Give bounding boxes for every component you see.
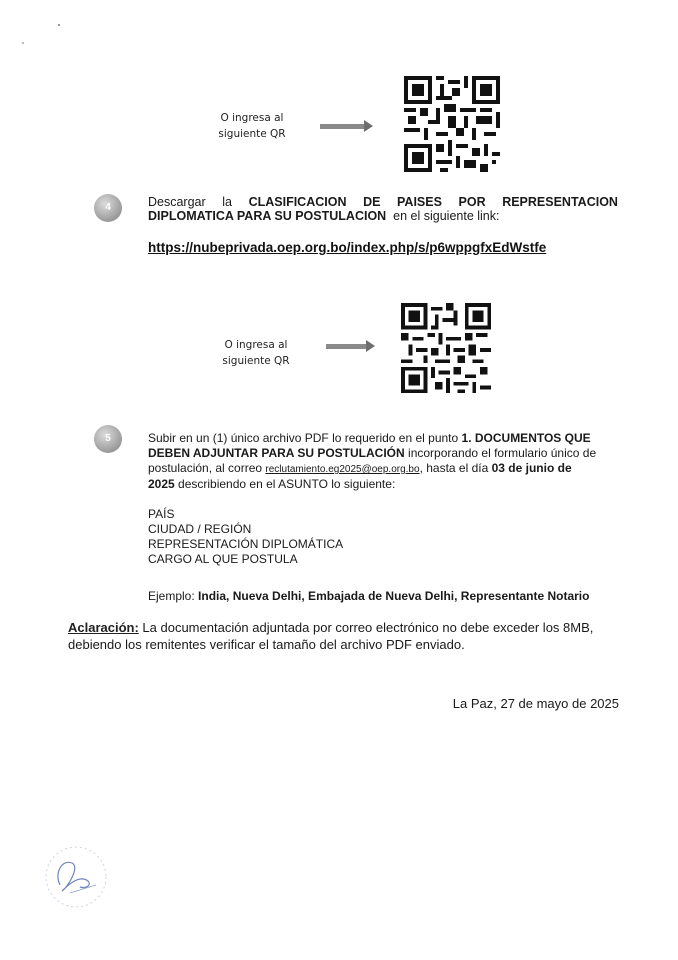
download-link[interactable]: https://nubeprivada.oep.org.bo/index.php/s/p6wppgfxEdWstfe [148, 240, 547, 255]
text: 2025 [148, 477, 175, 491]
text: La documentación adjuntada por correo electrónico no debe exceder los 8MB, [138, 620, 594, 635]
text: , hasta el día [419, 461, 492, 475]
text: describiendo en el ASUNTO lo siguiente: [174, 477, 396, 491]
text: DEBEN ADJUNTAR PARA SU POSTULACIÓN [148, 446, 405, 460]
qr-caption-1 [212, 110, 292, 142]
word: POR [458, 195, 486, 209]
word: PAISES [397, 195, 442, 209]
qr-caption-1-line2: siguiente QR [218, 128, 286, 140]
step-5-line-2 [148, 446, 622, 461]
qr-caption-1-line1: O ingresa al [220, 112, 284, 124]
note-line-2: debiendo los remitentes verificar el tamaño del archivo PDF enviado. [68, 637, 465, 652]
email-link[interactable]: reclutamiento.eg2025@oep.org.bo [265, 464, 420, 475]
word: CLASIFICACION [248, 195, 347, 209]
step-4-rest-text: en el siguiente link: [393, 209, 500, 223]
note-label: Aclaración: [68, 620, 139, 635]
qr-code-2[interactable] [401, 303, 491, 393]
step-5-line-3 [148, 461, 622, 477]
qr-caption-2-line2: siguiente QR [222, 355, 290, 367]
subject-list [148, 507, 343, 567]
word: REPRESENTACION [502, 195, 618, 209]
step-5-text [148, 431, 622, 492]
step-5-line-1 [148, 431, 622, 446]
list-item: CIUDAD / REGIÓN [148, 522, 252, 536]
list-item: PAÍS [148, 507, 175, 521]
speck [58, 24, 60, 26]
text: incorporando el formulario único de [404, 446, 597, 460]
word: la [222, 195, 232, 209]
step-4-line-2 [148, 209, 618, 223]
step-4-badge: 4 [94, 194, 122, 222]
text: 1. DOCUMENTOS QUE [461, 431, 591, 445]
text: Subir en un (1) único archivo PDF lo requerido en el punto [148, 431, 462, 445]
step-4-bold-text: DIPLOMATICA PARA SU POSTULACION [148, 209, 387, 223]
word: DE [363, 195, 381, 209]
qr-caption-2-line1: O ingresa al [224, 339, 288, 351]
clarification-note [68, 619, 628, 653]
qr-code-1[interactable] [404, 76, 500, 172]
step-4-line-1 [148, 195, 618, 209]
text: 03 de junio de [491, 461, 572, 475]
word: Descargar [148, 195, 206, 209]
note-line-1 [68, 619, 628, 636]
example-label: Ejemplo: [148, 589, 199, 603]
list-item: CARGO AL QUE POSTULA [148, 552, 298, 566]
qr-caption-2 [216, 337, 296, 369]
signature-stamp-icon [40, 845, 112, 909]
example-value: India, Nueva Delhi, Embajada de Nueva Delhi, Representante Notario [198, 589, 590, 603]
speck [22, 42, 24, 44]
step-4-text [148, 195, 618, 223]
step-5-line-4 [148, 477, 622, 492]
text: postulación, al correo [148, 461, 266, 475]
example-line [148, 589, 589, 604]
step-5-badge: 5 [94, 425, 122, 453]
place-date: La Paz, 27 de mayo de 2025 [452, 696, 619, 711]
list-item: REPRESENTACIÓN DIPLOMÁTICA [148, 537, 344, 551]
